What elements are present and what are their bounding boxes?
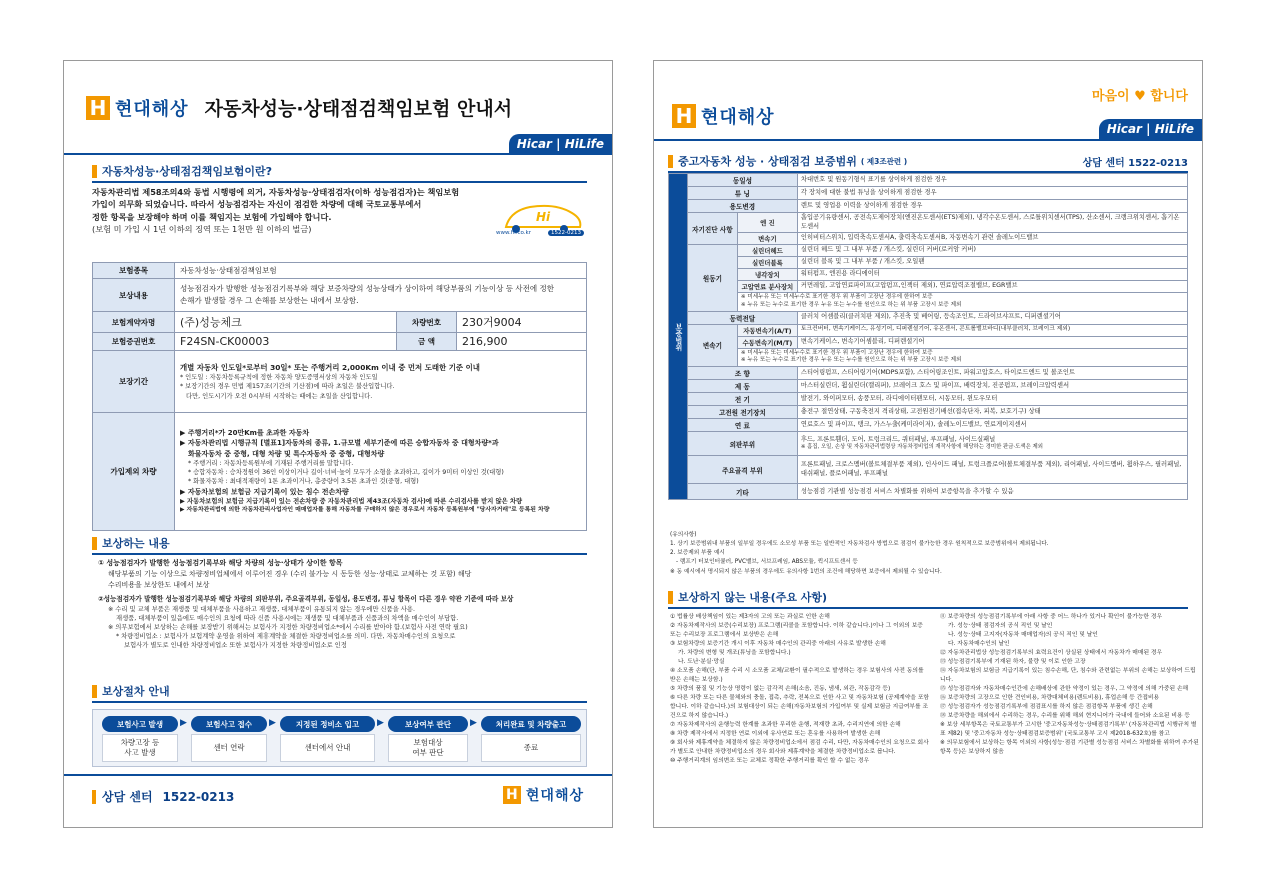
page-title: 자동차성능·상태점검책임보험 안내서: [204, 98, 513, 120]
remark-line: (유의사항): [670, 532, 697, 538]
scope-label: 동일성: [687, 174, 797, 187]
value-line: 후드, 프론트휀더, 도어, 트렁크리드, 쿼터패널, 루프패널, 사이드실패널: [800, 435, 996, 443]
exclusion-item: ⑦ 자동차제작사의 운행능력 한계를 초과한 무리한 운행, 적재량 초과, 수리지연에 의한 손해: [670, 721, 901, 728]
intro-block: [92, 186, 492, 235]
table-row: [93, 263, 587, 279]
logo-text: 현대해상: [701, 107, 775, 128]
scope-label: 동력전달: [687, 311, 797, 324]
scope-label: 전 기: [687, 393, 797, 406]
amount-label: 금 액: [397, 333, 457, 351]
comp-detail: 수리비용을 보상한도 내에서 보상: [108, 581, 210, 590]
table-row: [669, 269, 1188, 281]
exclusion-item: 가. 성능·상태 점검자의 공식 직인 및 날인: [948, 622, 1053, 629]
remark-line: 2. 보증제외 부품 예시: [670, 550, 725, 557]
table-row: [669, 200, 1188, 213]
scope-value: 워터펌프, 엔진용 라디에이터: [797, 269, 1187, 281]
excluded-item: ▶ 자동차보험의 보험금 지급기록이 있는 전손차량 중 자동차관리법 제43조(자동차 검사)에 따른 수리검사를 받지 않은 차량: [180, 498, 523, 506]
excluded-item: ▶ 자동차관리법에 의한 자동차관리사업자인 매매업자를 통해 자동차를 구매하지 않은 경우로서 자동차 등록원부에 "당사자거래"로 등록된 차량: [180, 507, 550, 514]
scope-value: [797, 432, 1187, 456]
brochure-page-1: [63, 60, 613, 828]
section-excl-title: 보상하지 않는 내용(주요 사항): [668, 589, 1188, 605]
footer-logo: [503, 785, 584, 805]
center-phone: 1522-0213: [162, 789, 235, 804]
scope-sub-label: 실린더헤드: [737, 245, 797, 257]
slogan-part: 마음이: [1091, 89, 1130, 104]
note-line: ※ 미세누유 또는 미세누수로 표기한 경우 위 부품이 고장난 경우에 한하여 보증: [740, 294, 933, 300]
scope-label: 고전원 전기장치: [687, 406, 797, 419]
scope-note: [737, 293, 1187, 312]
scope-value: 커먼레일, 고압연료파이프(고압펌프,인젝터 제외), 연료압력조절밸브, EGR밸브: [797, 281, 1187, 293]
section-comp-title: 보상하는 내용: [92, 535, 587, 551]
step-desc-line: 사고 발생: [124, 748, 156, 757]
scope-sub-label: 수동변속기(M/T): [737, 336, 797, 348]
arrow-right-icon: ▶: [470, 718, 477, 728]
exclusion-item: ⑤ 차량의 품질 및 기능상 명령이 없는 감각적 손해(소음, 진동, 냄새, 외관, 작동감각 등): [670, 685, 891, 692]
excluded-vehicle-value: [175, 413, 587, 531]
slogan-part: 합니다: [1150, 89, 1188, 104]
comp-item: ②성능점검자가 발행한 성능점검기록부와 해당 차량의 외판부위, 주요골격부위, 동일성, 용도변경, 튜닝 항목이 다른 경우 약관 기준에 따라 보상: [98, 594, 514, 603]
scope-label: 조 향: [687, 367, 797, 380]
product-value: 자동차성능·상태점검책임보험: [175, 263, 587, 279]
header-logo: [86, 94, 512, 121]
scope-value: 스티어링펌프, 스티어링기어(MDPS포함), 스티어링조인트, 파워고압호스, 타이로드엔드 및 볼조인트: [797, 367, 1187, 380]
table-row: [669, 257, 1188, 269]
step-desc: [388, 734, 468, 762]
table-row: [669, 213, 1188, 233]
value-line: ※ 흠집, 오일, 손상 및 자동차관리법령상 자동차정비업의 재작사항에 해당하는 경미한 판금·도색은 제외: [800, 444, 1043, 451]
coverage-line: 손해가 발생할 경우 그 손해를 보상한는 내에서 보상함.: [180, 296, 359, 305]
comp-note: * 차량정비업소 : 보험사가 보험계약 운영을 위하여 제휴계약을 체결한 차량정비업소를 의미. 다만, 자동차매수인의 요청으로: [116, 633, 456, 641]
section-what-heading: [92, 163, 587, 183]
scope-sub-label: 엔 진: [737, 213, 797, 233]
excluded-note: * 화물자동차 : 최대적재량이 1톤 초과이거나, 총중량이 3.5톤 초과인 것(중형, 대형): [188, 478, 419, 486]
table-row: [93, 312, 587, 333]
exclusion-item: ⑪ 보증차량의 성능점검기록부에 아래 사항 중 어느 하나가 있거나 확인이 불가능한 경우: [940, 614, 1163, 620]
excluded-item: 화물자동차 중 중형, 대형 차량 및 특수자동차 중 중형, 대형차량: [188, 449, 385, 458]
excluded-item: ▶ 주행거리*가 20만Km를 초과한 자동차: [180, 428, 310, 437]
scope-label: 외판부위: [687, 432, 797, 456]
exclusion-item: 나. 도난·분실·망실: [678, 658, 725, 665]
scope-note: [737, 348, 1187, 367]
section-comp-heading: [92, 535, 587, 555]
hicar-hilife-badge: Hicar | HiLife: [509, 134, 612, 154]
header-divider: [654, 139, 1202, 141]
footer-divider: [64, 774, 612, 776]
exclusion-item: ⑮ 성능점검자와 자동차매수인간에 손해배상에 관한 약정이 있는 경우, 그 약정에 의해 가중된 손해: [940, 685, 1189, 692]
step-desc: [280, 734, 375, 762]
excluded-item: ▶ 자동차보험의 보험금 지급기록이 있는 침수 전손차량: [180, 487, 349, 496]
step-desc-line: 여부 판단: [412, 748, 444, 757]
scope-label: 용도변경: [687, 200, 797, 213]
badge-url: www.hi.co.kr: [496, 230, 531, 236]
scope-value: 차대번호 및 원동기형식 표기를 상이하게 점검한 경우: [797, 174, 1187, 187]
plate-label: 차량번호: [397, 312, 457, 333]
step-title: 보험사고 발생: [102, 716, 178, 732]
table-row: [669, 293, 1188, 312]
scope-value: 인히비터스위치, 입력축속도센서A, 출력축속도센서B, 자동변속기 관련 솔레노이드밸브: [797, 233, 1187, 245]
hyundai-h-icon: H: [86, 96, 110, 120]
exclusion-item: ⑭ 자동차보험의 보험금 지급기록이 있는 침수손해, 단, 침수와 관련없는 부위의 손해는 보상하여 드립니다.: [940, 667, 1196, 683]
holder-label: 보험계약자명: [93, 312, 175, 333]
scope-value: 마스터실린더, 휠실린더(캘리퍼), 브레이크 호스 및 파이프, 배력장치, 진공펌프, 브레이크압력센서: [797, 380, 1187, 393]
scope-value: 발전기, 와이퍼모터, 송풍모터, 라디에이터팬모터, 시동모터, 윈도우모터: [797, 393, 1187, 406]
exclusion-item: ⑱ 보증차량을 해외에서 수리하는 경우, 수리를 위해 해외 현지니어가 국내에 들어와 소요된 비용 등: [940, 712, 1190, 719]
excluded-note: * 주행거리 : 자동차등록원부에 기재된 주행거리를 말합니다.: [188, 460, 354, 468]
section-what-title: 자동차성능·상태점검책임보험이란?: [92, 163, 587, 179]
excluded-vehicle-label: 가입제외 차량: [93, 413, 175, 531]
product-label: 보험종목: [93, 263, 175, 279]
scope-value: 흡입공기유량센서, 공전속도제어장치(엔진온도센서(ETS)제외), 냉각수온도센서, 스로틀위치센서(TPS), 산소센서, 크랭크위치센서, 흡기온도센서: [797, 213, 1187, 233]
coverage-value: [175, 279, 587, 312]
note-line: ※ 미세누유 또는 미세누수로 표기한 경우 위 부품이 고장난 경우에 한하여 보증: [740, 349, 933, 356]
section-scope-heading: [668, 153, 1188, 173]
step-title: 지정된 정비소 입고: [280, 716, 375, 732]
exclusion-item: ③ 보험차량의 보증기간 개시 이후 자동차 매수인의 관리중 아래의 사유로 발생한 손해: [670, 640, 886, 647]
policy-table: [92, 262, 587, 531]
table-row: [669, 432, 1188, 456]
intro-note: (보험 미 가입 시 1년 이하의 징역 또는 1천만 원 이하의 벌금): [92, 223, 312, 234]
intro-line: 자동차관리법 제58조의4와 동법 시행령에 의거, 자동차성능·상태점검자(이하 성능점검자)는 책임보험: [92, 187, 460, 197]
period-value: [175, 351, 587, 413]
plate-value: 230거9004: [457, 312, 587, 333]
arrow-right-icon: ▶: [269, 718, 276, 728]
table-row: [669, 456, 1188, 484]
exclusions-left: [670, 613, 930, 766]
remark-line: ※ 동 예시에서 명시되지 않은 부품의 경우에도 유의사항 1번의 조건에 해당하면 보증에서 제외될 수 있습니다.: [670, 568, 942, 575]
comp-item: ① 성능점검자가 발행한 성능점검기록부와 해당 차량의 성능·상태가 상이한 항목: [98, 559, 343, 567]
scope-value: 변속기케이스, 변속기어셈블리, 디퍼렌셜기어: [797, 336, 1187, 348]
scope-value: 연료호스 및 파이프, 탱크, 가스누출(케미라이저), 솔레노이드밸브, 연료게이지센서: [797, 419, 1187, 432]
exclusion-item: 다. 자동차매수인의 날인: [948, 640, 1010, 647]
coverage-scope-table: [668, 173, 1188, 500]
intro-line: 정한 항목을 보장해야 하며 이를 책임지는 보험에 가입해야 합니다.: [92, 211, 332, 222]
excluded-note: * 승합자동차 : 승차정원이 36인 이상이거나 길이·너비·높이 모두가 소형을 초과하고, 길이가 9미터 이상인 것(대형): [188, 469, 504, 477]
scope-sub-label: 변속기: [737, 233, 797, 245]
exclusion-item: ⑩ 주행거리계의 임의변조 또는 교체로 정확한 주행거리를 확인 할 수 없는 경우: [670, 757, 870, 764]
scope-label: 연 료: [687, 419, 797, 432]
step-title: 보상여부 판단: [388, 716, 468, 732]
table-row: [669, 367, 1188, 380]
table-row: [669, 419, 1188, 432]
section-proc-heading: [92, 683, 587, 703]
svg-text:Hi: Hi: [536, 210, 551, 224]
exclusion-item: ⑨ 회사와 제휴계약을 체결하지 않은 차량정비업소에서 점검 수리, 다만, 자동차매수인의 요청으로 회사가 별도로 안내한 차량정비업소의 경우 회사와 제휴계약을 체결한 차량정비업소로 봅니다.: [670, 739, 929, 755]
scope-sub-label: 자동변속기(A/T): [737, 324, 797, 336]
step-desc-line: 차량고장 등: [120, 738, 160, 748]
intro-line: 가입이 의무화 되었습니다. 따라서 성능점검자는 자신이 점검한 차량에 대해 국토교통부에서: [92, 199, 422, 210]
header-divider: [64, 153, 612, 155]
step-desc-line: 보험대상: [413, 738, 443, 748]
table-row: [669, 380, 1188, 393]
comp-note: 재생품, 대체부품이 있음에도 매수인의 요청에 따라 신품 사용시에는 재생품 및 대체부품과 신품과의 차액을 매수인이 부담함.: [116, 614, 459, 622]
exclusion-item: ⑯ 보증차량의 고장으로 인한 견인비용, 차량대체비용(렌트비용), 휴업손해 등 간접비용: [940, 694, 1160, 701]
comp-note: ※ 수리 및 교체 부품은 재생품 및 대체부품을 사용하고 재생품, 대체부품이 유통되지 않는 경우에만 신품을 사용.: [108, 605, 415, 613]
section-scope-title: 중고자동차 성능 · 상태점검 보증범위: [668, 153, 857, 169]
side-label: 보증범위: [669, 174, 688, 500]
period-note: 다만, 인도시기가 오전 0시부터 시작하는 때에는 초일을 산입합니다.: [186, 392, 373, 400]
exclusion-item: ※ 의무보험에서 보상하는 항목 이외의 사항(성능·점검 기관별 성능점검 서비스 차별화를 위하여 추가된 항목 등)은 보상하지 않음: [940, 739, 1199, 755]
hyundai-h-icon: H: [503, 786, 521, 804]
scope-label: 제 동: [687, 380, 797, 393]
exclusion-item: ※ 보상 세부항목은 국토교통부가 고시한 '중고자동차성능·상태점검기록부' (자동차관리법 시행규칙 별표 제82) 및 '중고자동차 성능·상태점검보증범위' (국토교통부 고시 제2018-632호)를 참고: [940, 721, 1197, 737]
scope-label: 튜 닝: [687, 187, 797, 200]
footer-center: [92, 788, 234, 805]
step-desc: [481, 734, 581, 762]
logo-text: 현대해상: [115, 98, 189, 120]
cert-label: 보험증권번호: [93, 333, 175, 351]
section-scope-note: ( 제3조관련 ): [860, 156, 908, 166]
period-note: * 인도일 : 자동차등록규칙에 정한 자동차 양도증명서상의 자동차 인도일: [180, 374, 378, 382]
scope-value: 성능점검 기관별 성능점검 서비스 차별화를 위하여 보증항목을 추가할 수 있음: [797, 484, 1187, 500]
center-label: 상담 센터: [102, 790, 153, 804]
heart-icon: ♥: [1134, 89, 1146, 104]
table-row: [93, 351, 587, 413]
note-line: ※ 누유 또는 누수로 표기한 경우 누유 또는 누수를 원인으로 하는 위 부품 고장시 보증 제외: [740, 357, 962, 364]
holder-value: (주)성능체크: [175, 312, 397, 333]
scope-value: 프론트패널, 크로스멤버(볼트체결부품 제외), 인사이드 패널, 트렁크플로어(볼트체결부품 제외), 리어패널, 사이드멤버, 휠하우스, 필러패널, 대쉬패널, 플로어패널, 루프패널: [797, 456, 1187, 484]
scope-value: 충전구 절연상태, 구동축전지 격리상태, 고전원전기배선(접속단자, 피복, 보호기구) 상태: [797, 406, 1187, 419]
exclusion-item: ④ 소모품 손해(단, 부품 수리 시 소모품 교체/교환이 필수적으로 발생하는 경우 보험사의 사전 동의를 받은 손해는 보상함.): [670, 667, 924, 683]
period-main: 개별 자동차 인도일*로부터 30일* 또는 주행거리 2,000Km 이내 중 먼저 도래한 기준 이내: [180, 363, 480, 373]
scope-value: 클러치 어셈블리(클러치판 제외), 추진축 및 베어링, 등속조인트, 드라이브샤프트, 디퍼렌셜기어: [797, 311, 1187, 324]
remark-line: 1. 상기 보증범위내 부품의 일부일 경우에도 소모성 부품 또는 일반적인 자동차검사 방법으로 점검이 불가능한 경우 원칙적으로 보증범위에서 제외됩니다.: [670, 541, 1049, 548]
exclusions-columns: [670, 613, 1200, 766]
table-row: [669, 348, 1188, 367]
remarks: [670, 531, 1190, 577]
exclusions-right: [940, 613, 1200, 766]
table-row: [669, 187, 1188, 200]
center-contact: 상담 센터 1522-0213: [1082, 157, 1188, 169]
scope-value: 렌트 및 영업용 이력을 상이하게 점검한 경우: [797, 200, 1187, 213]
table-row: [93, 279, 587, 312]
scope-sub-label: 고압연료 분사장치: [737, 281, 797, 293]
exclusion-item: ⑥ 다른 차량 또는 다른 물체와의 충돌, 접촉, 추락, 전복으로 인한 사고 및 자동차보험 (공제계약을 포함 합니다. 이하 같습니다.)의 보험대상이 되는 손해(자동차보험의 가입여부 및 실제 보험금 지급여부를 조건으로 하지 않습니다.): [670, 694, 930, 719]
cert-value: F24SN-CK00003: [175, 333, 397, 351]
exclusion-item: ⑫ 자동차관리법상 성능점검기록부의 효력요건이 상실된 상태에서 자동차가 매매된 경우: [940, 649, 1163, 656]
amount-value: 216,900: [457, 333, 587, 351]
period-note: * 보장기간의 경우 민법 제157조(기간의 기산점)에 따라 초일은 불산입합니다.: [180, 383, 395, 391]
remark-line: - 램프기 터보인터쿨러, PVC밸브, 서브프레임, ABS모듈, 퀵시프트센서 등: [676, 559, 858, 566]
table-row: [669, 393, 1188, 406]
step-title: 처리완료 및 차량출고: [481, 716, 581, 732]
table-row: [93, 333, 587, 351]
scope-value: 실린더 헤드 및 그 내부 부품 / 개스킷, 실린더 커버(로커암 커버): [797, 245, 1187, 257]
brochure-page-2: [653, 60, 1203, 828]
section-proc-title: 보상절차 안내: [92, 683, 587, 699]
scope-label: 주요골격 부위: [687, 456, 797, 484]
scope-label: 자기진단 사항: [687, 213, 737, 245]
step-title: 보험사고 접수: [191, 716, 267, 732]
scope-sub-label: 냉각장치: [737, 269, 797, 281]
note-line: ※ 누유 또는 누수로 표기한 경우 누유 또는 누수를 원인으로 하는 위 부품 고장시 보증 제외: [740, 301, 962, 308]
comp-note: ※ 의무보험에서 보상하는 손해를 보장받기 위해서는 보험사가 지정한 차량정비업소*에서 수리를 받아야 함.(보험사 사전 연락 필요): [108, 624, 468, 632]
footer-logo-text: 현대해상: [525, 788, 584, 804]
excluded-item: ▶ 자동차관리법 시행규칙 [별표1]자동차의 종류, 1.규모별 세부기준에 따른 승합자동차 중 대형차량*과: [180, 439, 499, 448]
table-row: [93, 413, 587, 531]
table-row: [669, 281, 1188, 293]
table-row: [669, 311, 1188, 324]
exclusion-item: ⑰ 성능점검자가 성능점검기록부에 점검표시를 하지 않은 점검항목 부품에 생긴 손해: [940, 703, 1153, 710]
step-desc: [191, 734, 267, 762]
table-row: [669, 233, 1188, 245]
scope-label: 기타: [687, 484, 797, 500]
scope-label: 변속기: [687, 324, 737, 367]
comp-note: 보험사가 별도로 인내한 차량정비업소 또한 보험사가 지정한 차량정비업소로 인정: [124, 642, 347, 650]
hicar-hilife-badge: Hicar | HiLife: [1099, 119, 1202, 139]
scope-value: 토크컨버터, 변속기케이스, 유성기어, 디퍼렌셜기어, 유온센서, 콘트롤밸브바디(내부클러치, 브레이크 제외): [797, 324, 1187, 336]
hyundai-h-icon: H: [672, 104, 696, 128]
table-row: [669, 406, 1188, 419]
header-logo: [672, 103, 775, 129]
arrow-right-icon: ▶: [180, 718, 187, 728]
scope-value: 각 장치에 대한 불법 튜닝을 상이하게 점검한 경우: [797, 187, 1187, 200]
table-row: [669, 484, 1188, 500]
slogan: [1092, 85, 1188, 104]
comp-block: [98, 558, 588, 650]
period-label: 보장기간: [93, 351, 175, 413]
exclusion-item: 나. 성능·상태 고지자(자동차 매매업자)의 공식 직인 및 날인: [948, 631, 1098, 638]
table-row: [669, 245, 1188, 257]
exclusion-item: ① 법률상 배상책임이 있는 제3자의 고의 또는 과실로 인한 손해: [670, 614, 830, 620]
step-desc-line: 센터 연락: [213, 743, 245, 753]
step-desc-line: 센터에서 안내: [304, 743, 351, 753]
table-row: [669, 336, 1188, 348]
section-excl-heading: [668, 589, 1188, 609]
comp-detail: 해당부품의 기능 이상으로 차량정비업체에서 이루어진 경우 (수리 불가능 시 동등한 성능·상태로 교체하는 것 포함) 해당: [108, 570, 472, 579]
badge-phone: 1522-0213: [548, 230, 584, 236]
scope-sub-label: 실린더블록: [737, 257, 797, 269]
hi-badge: [496, 197, 588, 241]
coverage-label: 보상내용: [93, 279, 175, 312]
arrow-right-icon: ▶: [377, 718, 384, 728]
table-row: [669, 174, 1188, 187]
accent-bar: [92, 790, 96, 804]
step-desc: [102, 734, 178, 762]
coverage-line: 성능점검자가 발행한 성능점검기록부와 해당 보증차량의 성능상태가 상이하여 해당부품의 기능이상 등 사전에 정한: [180, 284, 554, 293]
exclusion-item: ② 자동차제작사의 보증(수리보장) 프로그램(리콜을 포함합니다. 이하 같습니다.)이나 그 이외의 보증 또는 수리보장 프로그램에서 보상받은 손해: [670, 622, 923, 638]
table-row: [669, 324, 1188, 336]
scope-value: 실린더 블록 및 그 내부 부품 / 개스킷, 오일팬: [797, 257, 1187, 269]
step-desc-line: 종료: [523, 743, 539, 753]
exclusion-item: ⑬ 성능점검기록부에 기재된 하자, 불량 및 이로 인한 고장: [940, 658, 1086, 665]
exclusion-item: 가. 차량의 변형 및 개조(튜닝을 포함합니다.): [678, 649, 791, 656]
scope-label: 원동기: [687, 245, 737, 312]
exclusion-item: ⑧ 차량 제작사에서 지정한 연료 이외에 유사연료 또는 혼유를 사용하여 발생한 손해: [670, 730, 881, 737]
